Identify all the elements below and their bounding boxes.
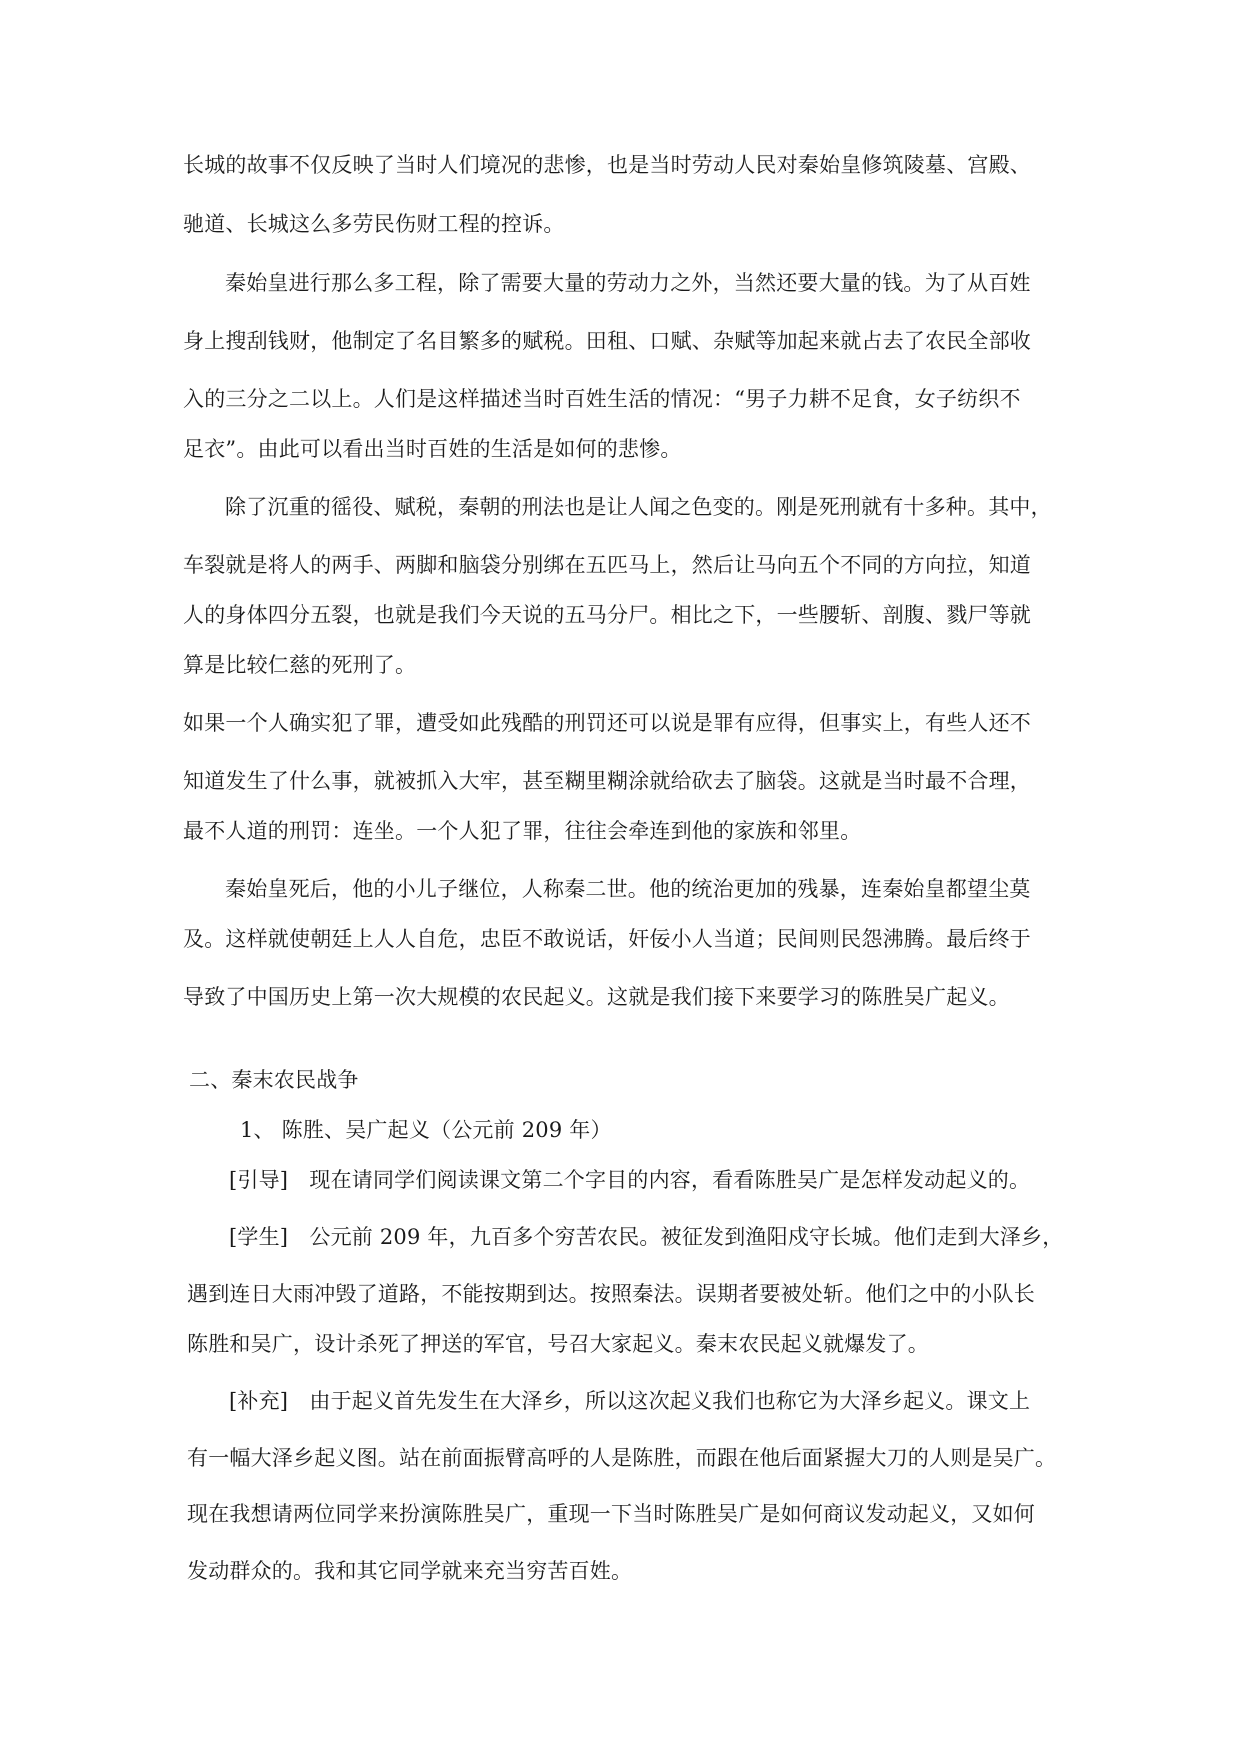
text-line: 最不人道的刑罚：连坐。一个人犯了罪，往往会牵连到他的家族和邻里。: [183, 819, 862, 843]
text-line: 如果一个人确实犯了罪，遭受如此残酷的刑罚还可以说是罪有应得，但事实上，有些人还不: [183, 711, 1031, 735]
text-line: [引导] 现在请同学们阅读课文第二个字目的内容，看看陈胜吴广是怎样发动起义的。: [229, 1168, 1031, 1192]
text-line: 及。这样就使朝廷上人人自危，忠臣不敢说话，奸佞小人当道；民间则民怨沸腾。最后终于: [183, 927, 1031, 951]
text-line: 知道发生了什么事，就被抓入大牢，甚至糊里糊涂就给砍去了脑袋。这就是当时最不合理，: [183, 769, 1031, 793]
text-line: 导致了中国历史上第一次大规模的农民起义。这就是我们接下来要学习的陈胜吴广起义。: [183, 985, 1010, 1009]
subsection-heading: 1、 陈胜、吴广起义（公元前 209 年）: [240, 1118, 612, 1142]
text-line: 秦始皇死后，他的小儿子继位，人称秦二世。他的统治更加的残暴，连秦始皇都望尘莫: [225, 877, 1031, 901]
text-line: 入的三分之二以上。人们是这样描述当时百姓生活的情况：“男子力耕不足食，女子纺织不: [183, 387, 1021, 411]
text-line: 遇到连日大雨冲毁了道路，不能按期到达。按照秦法。误期者要被处斩。他们之中的小队长: [187, 1282, 1035, 1306]
text-line: 有一幅大泽乡起义图。站在前面振臂高呼的人是陈胜，而跟在他后面紧握大刀的人则是吴广。: [187, 1446, 1057, 1470]
text-line: 身上搜刮钱财，他制定了名目繁多的赋税。田租、口赋、杂赋等加起来就占去了农民全部收: [183, 329, 1031, 353]
text-line: 足衣”。由此可以看出当时百姓的生活是如何的悲惨。: [183, 437, 682, 461]
text-line: 算是比较仁慈的死刑了。: [183, 653, 417, 677]
text-line: 秦始皇进行那么多工程，除了需要大量的劳动力之外，当然还要大量的钱。为了从百姓: [225, 271, 1031, 295]
text-line: 陈胜和吴广，设计杀死了押送的军官，号召大家起义。秦末农民起义就爆发了。: [187, 1332, 929, 1356]
text-line: 除了沉重的徭役、赋税，秦朝的刑法也是让人闻之色变的。刚是死刑就有十多种。其中，: [225, 495, 1052, 519]
text-line: [补充] 由于起义首先发生在大泽乡，所以这次起义我们也称它为大泽乡起义。课文上: [229, 1389, 1031, 1413]
text-line: 长城的故事不仅反映了当时人们境况的悲惨，也是当时劳动人民对秦始皇修筑陵墓、宫殿、: [183, 153, 1031, 177]
text-line: 车裂就是将人的两手、两脚和脑袋分别绑在五匹马上，然后让马向五个不同的方向拉，知道: [183, 553, 1031, 577]
text-line: [学生] 公元前 209 年，九百多个穷苦农民。被征发到渔阳戍守长城。他们走到大泽乡，: [229, 1225, 1064, 1249]
text-line: 驰道、长城这么多劳民伤财工程的控诉。: [183, 212, 565, 236]
text-line: 人的身体四分五裂，也就是我们今天说的五马分尸。相比之下，一些腰斩、剖腹、戮尸等就: [183, 603, 1031, 627]
section-heading: 二、秦末农民战争: [189, 1068, 359, 1092]
text-line: 现在我想请两位同学来扮演陈胜吴广，重现一下当时陈胜吴广是如何商议发动起义，又如何: [187, 1502, 1035, 1526]
text-line: 发动群众的。我和其它同学就来充当穷苦百姓。: [187, 1559, 633, 1583]
